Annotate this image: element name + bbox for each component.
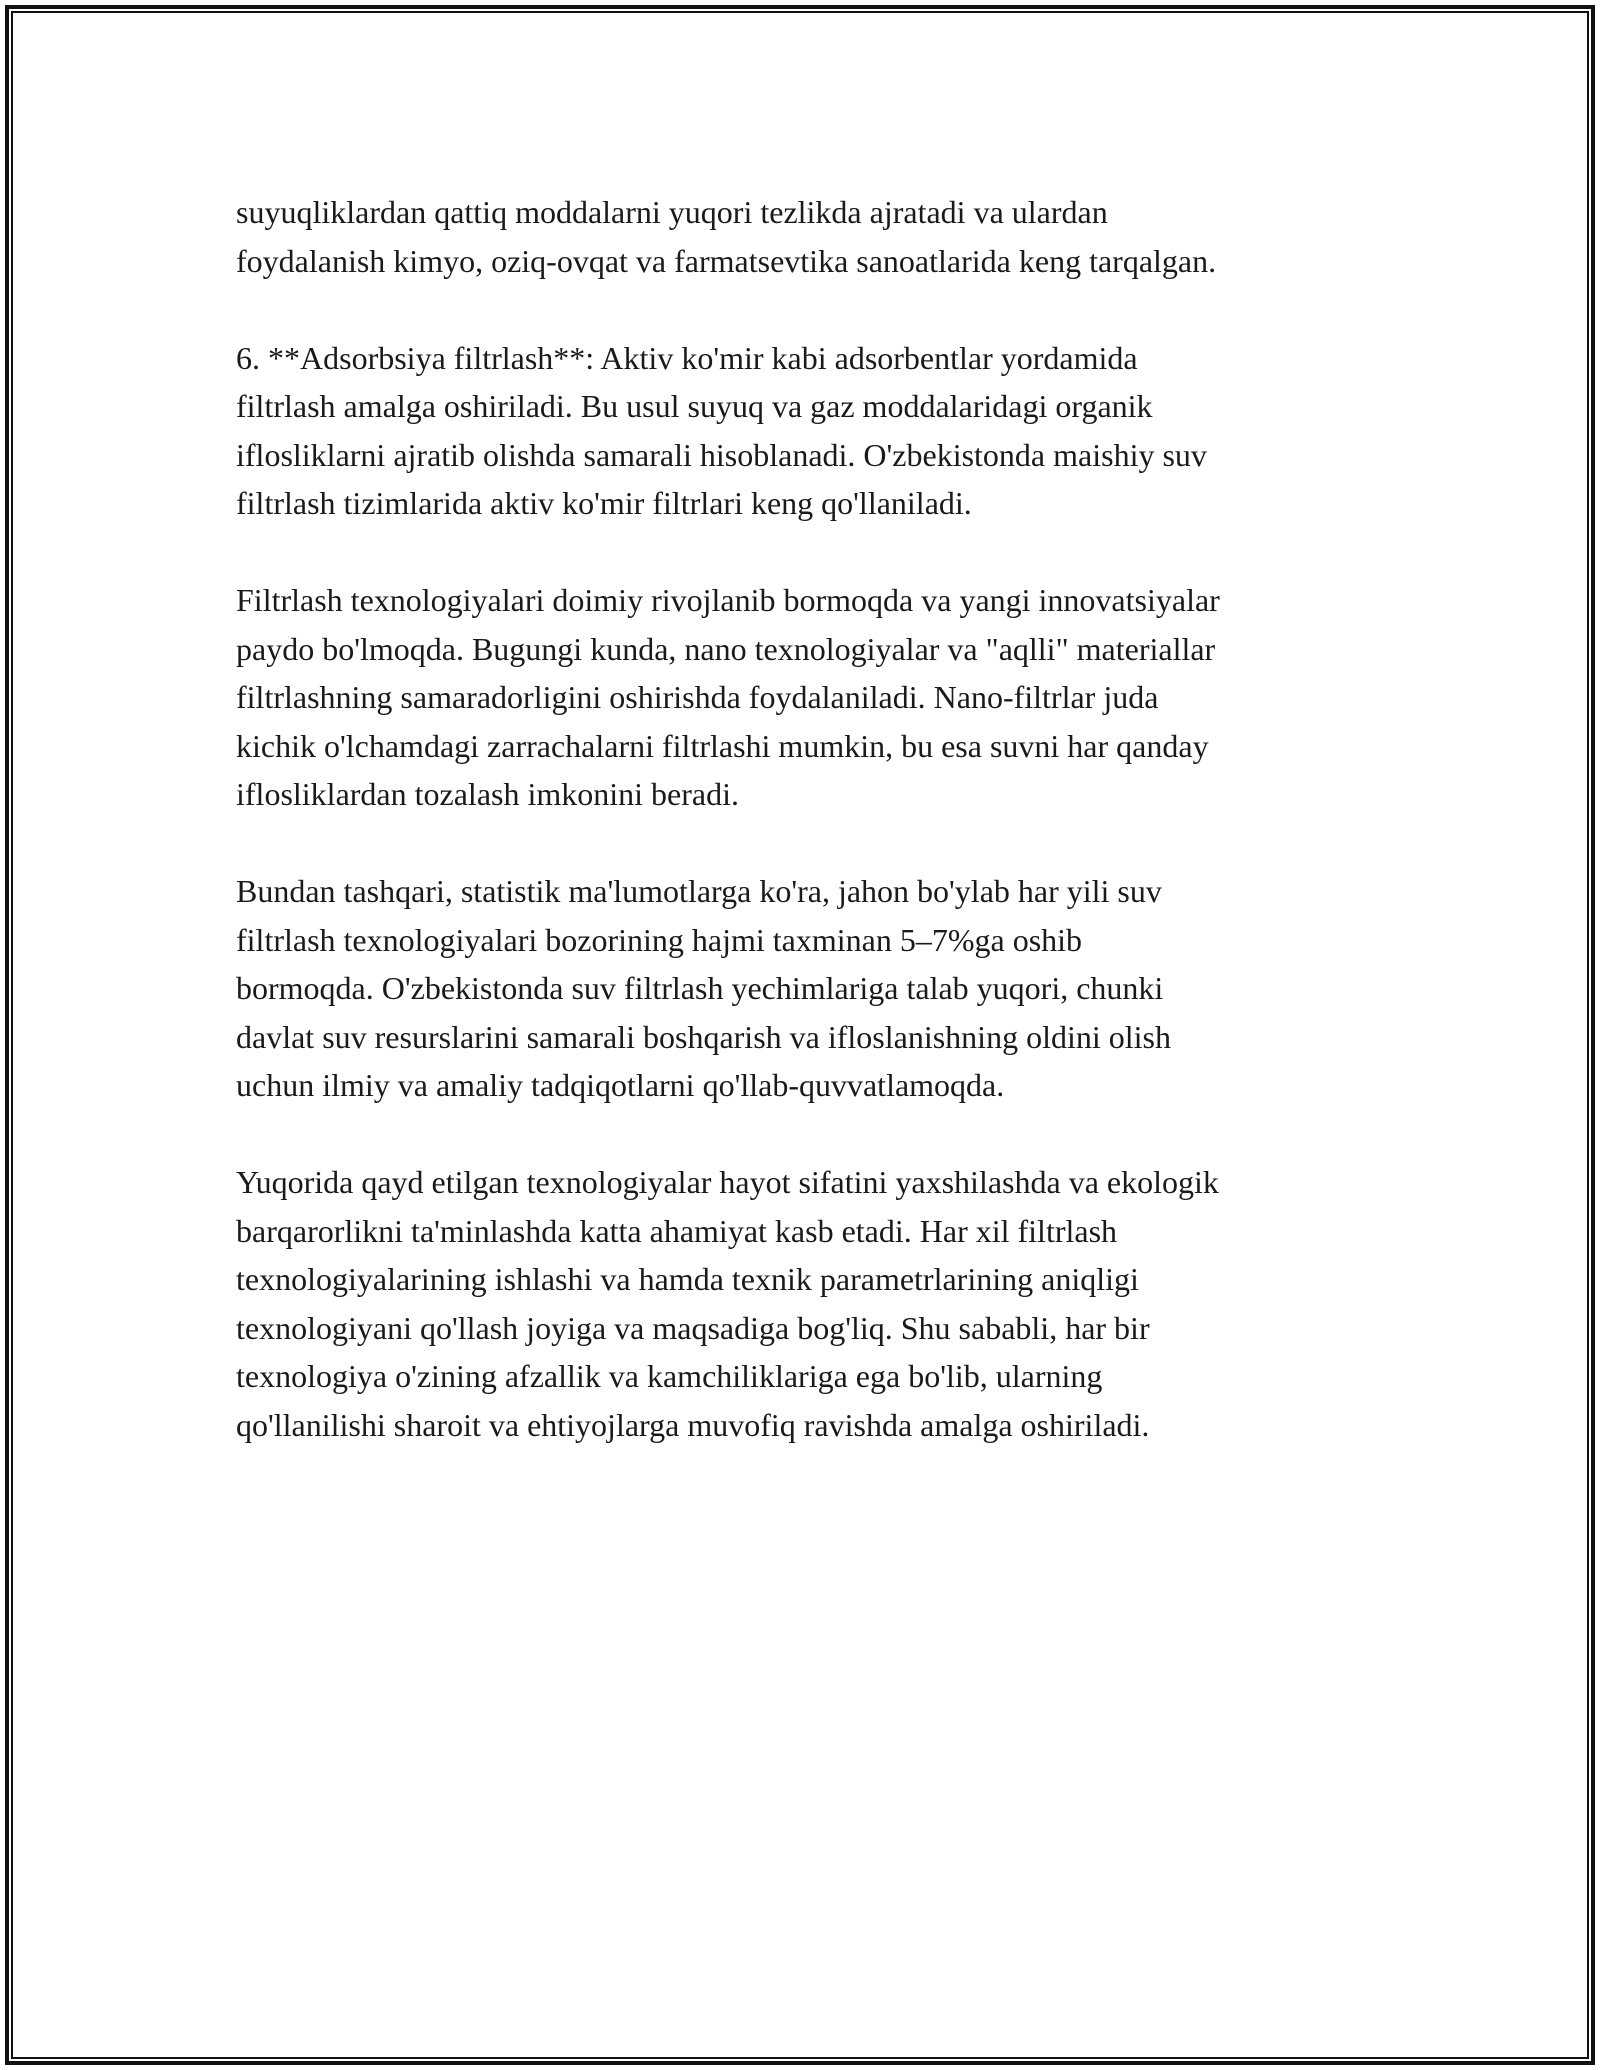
- document-body: [236, 188, 1416, 1498]
- paragraph-centrifuge-continuation: suyuqliklardan qattiq moddalarni yuqori tezlikda ajratadi va ulardan foydalanish kimyo, oziq-ovqat va farmatsevtika sanoatlarida keng tarqalgan.: [236, 194, 1217, 279]
- paragraph-conclusion: Yuqorida qayd etilgan texnologiyalar hayot sifatini yaxshilashda va ekologik barqarorlikni ta'minlashda katta ahamiyat kasb etadi. Har xil filtrlash texnologiyalarining ishlashi va hamda texnik parametrlarining aniqligi texnologiyani qo'llash joyiga va maqsadiga bog'liq. Shu sababli, har bir texnologiya o'zining afzallik va kamchiliklariga ega bo'lib, ularning qo'llanilishi sharoit va ehtiyojlarga muvofiq ravishda amalga oshiriladi.: [236, 1164, 1219, 1443]
- paragraph-adsorption-filtration: 6. **Adsorbsiya filtrlash**: Aktiv ko'mir kabi adsorbentlar yordamida filtrlash amalga oshiriladi. Bu usul suyuq va gaz moddalaridagi organik iflosliklarni ajratib olishda samarali hisoblanadi. O'zbekistonda maishiy suv filtrlash tizimlarida aktiv ko'mir filtrlari keng qo'llaniladi.: [236, 339, 1207, 521]
- paragraph-filtration-innovations: Filtrlash texnologiyalari doimiy rivojlanib bormoqda va yangi innovatsiyalar paydo bo'lmoqda. Bugungi kunda, nano texnologiyalar va "aqlli" materiallar filtrlashning samaradorligini oshirishda foydalaniladi. Nano-filtrlar juda kichik o'lchamdagi zarrachalarni filtrlashi mumkin, bu esa suvni har qanday iflosliklardan tozalash imkonini beradi.: [236, 582, 1220, 812]
- paragraph-market-statistics: Bundan tashqari, statistik ma'lumotlarga ko'ra, jahon bo'ylab har yili suv filtrlash texnologiyalari bozorining hajmi taxminan 5–7%ga oshib bormoqda. O'zbekistonda suv filtrlash yechimlariga talab yuqori, chunki davlat suv resurslarini samarali boshqarish va ifloslanishning oldini olish uchun ilmiy va amaliy tadqiqotlarni qo'llab-quvvatlamoqda.: [236, 873, 1171, 1103]
